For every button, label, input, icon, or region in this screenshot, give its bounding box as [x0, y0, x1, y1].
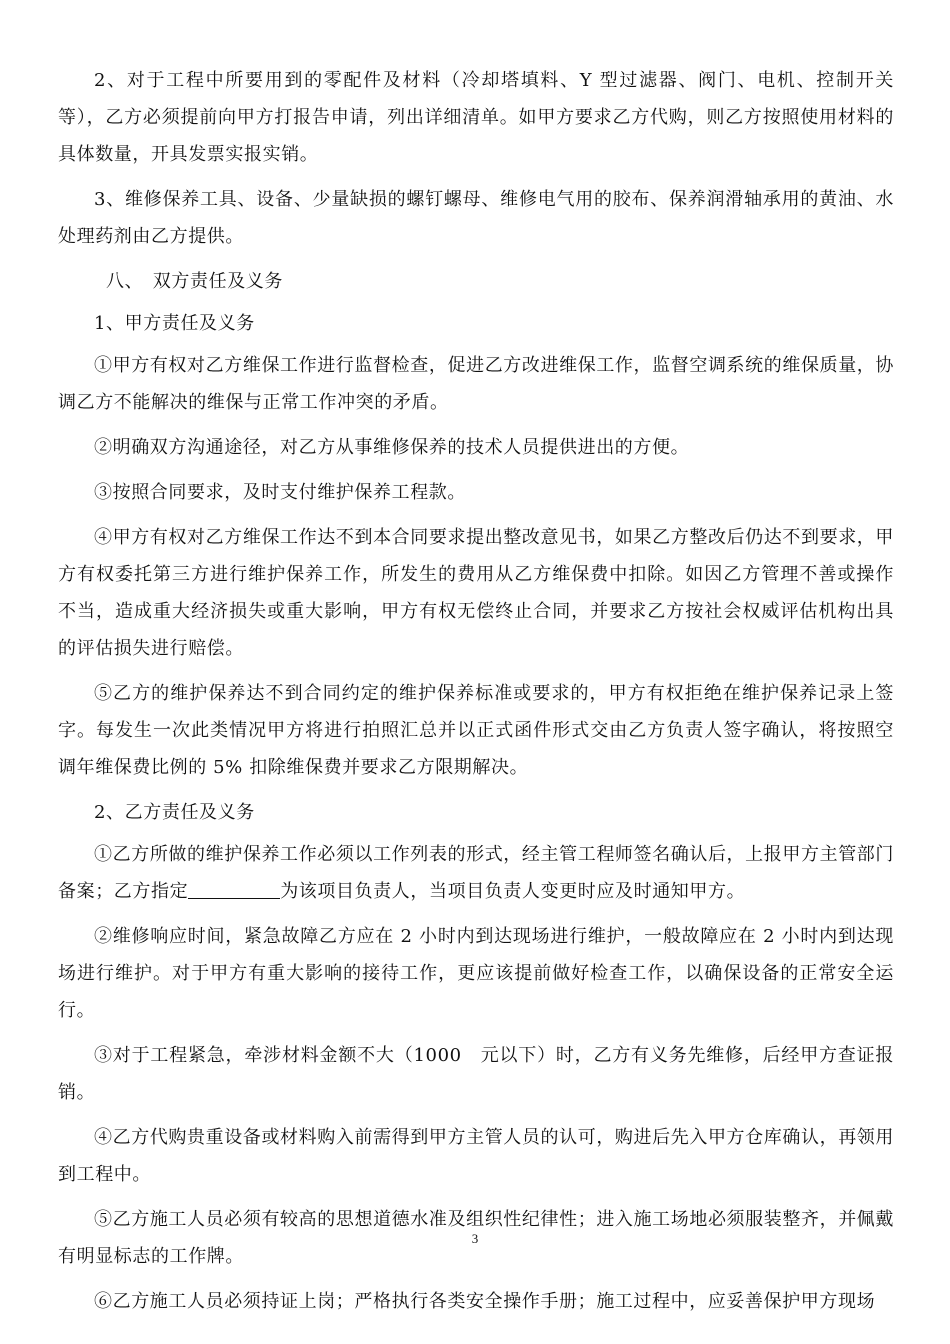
paragraph-party-a-item-4: ④甲方有权对乙方维保工作达不到本合同要求提出整改意见书，如果乙方整改后仍达不到要求，甲方有权委托第三方进行维护保养工作，所发生的费用从乙方维保费中扣除。如因乙方管理不善或操作不当，造成重大经济损失或重大影响，甲方有权无偿终止合同，并要求乙方按社会权威评估机构出具的评估损失进行赔偿。	[58, 527, 894, 659]
paragraph-spare-parts: 2、对于工程中所要用到的零配件及材料（冷却塔填料、Y 型过滤器、阀门、电机、控制开关等），乙方必须提前向甲方打报告申请，列出详细清单。如甲方要求乙方代购，则乙方按照使用材料的具体数量，开具发票实报实销。	[58, 70, 894, 165]
paragraph-party-b-item-5: ⑤乙方施工人员必须有较高的思想道德水准及组织性纪律性；进入施工场地必须服装整齐，并佩戴有明显标志的工作牌。	[58, 1209, 894, 1267]
party-b-item-1-text-before: ①乙方所做的维护保养工作必须以工作列表的形式，经主管工程师签名确认后，上报甲方主管部门备案；乙方指定	[58, 844, 894, 902]
page-number: 3	[471, 1231, 479, 1246]
document-body	[58, 62, 894, 1328]
paragraph-party-b-item-2: ②维修响应时间，紧急故障乙方应在 2 小时内到达现场进行维护，一般故障应在 2 小时内到达现场进行维护。对于甲方有重大影响的接待工作，更应该提前做好检查工作，以确保设备的正常安全运行。	[58, 926, 894, 1021]
paragraph-tools-supply: 3、维修保养工具、设备、少量缺损的螺钉螺母、维修电气用的胶布、保养润滑轴承用的黄油、水处理药剂由乙方提供。	[58, 189, 894, 247]
paragraph-party-b-item-6: ⑥乙方施工人员必须持证上岗；严格执行各类安全操作手册；施工过程中，应妥善保护甲方现场	[94, 1291, 876, 1312]
section-heading-responsibilities: 八、 双方责任及义务	[106, 271, 283, 292]
paragraph-party-b-item-1	[58, 836, 894, 910]
paragraph-party-a-item-3: ③按照合同要求，及时支付维护保养工程款。	[94, 482, 466, 503]
paragraph-party-a-item-1: ①甲方有权对乙方维保工作进行监督检查，促进乙方改进维保工作，监督空调系统的维保质量，协调乙方不能解决的维保与正常工作冲突的矛盾。	[58, 355, 894, 413]
paragraph-party-a-item-2: ②明确双方沟通途径，对乙方从事维修保养的技术人员提供进出的方便。	[94, 437, 690, 458]
paragraph-party-a-item-5: ⑤乙方的维护保养达不到合同约定的维护保养标准或要求的，甲方有权拒绝在维护保养记录上签字。每发生一次此类情况甲方将进行拍照汇总并以正式函件形式交由乙方负责人签字确认，将按照空调年维保费比例的 5% 扣除维保费并要求乙方限期解决。	[58, 683, 894, 778]
paragraph-party-b-item-3: ③对于工程紧急，牵涉材料金额不大（1000 元以下）时，乙方有义务先维修，后经甲方查证报销。	[58, 1045, 894, 1103]
party-b-item-1-text-after: 为该项目负责人，当项目负责人变更时应及时通知甲方。	[280, 881, 746, 902]
subsection-heading-party-b: 2、乙方责任及义务	[94, 802, 255, 823]
paragraph-party-b-item-4: ④乙方代购贵重设备或材料购入前需得到甲方主管人员的认可，购进后先入甲方仓库确认，再领用到工程中。	[58, 1127, 894, 1185]
subsection-heading-party-a: 1、甲方责任及义务	[94, 313, 255, 334]
project-lead-blank	[188, 880, 280, 899]
